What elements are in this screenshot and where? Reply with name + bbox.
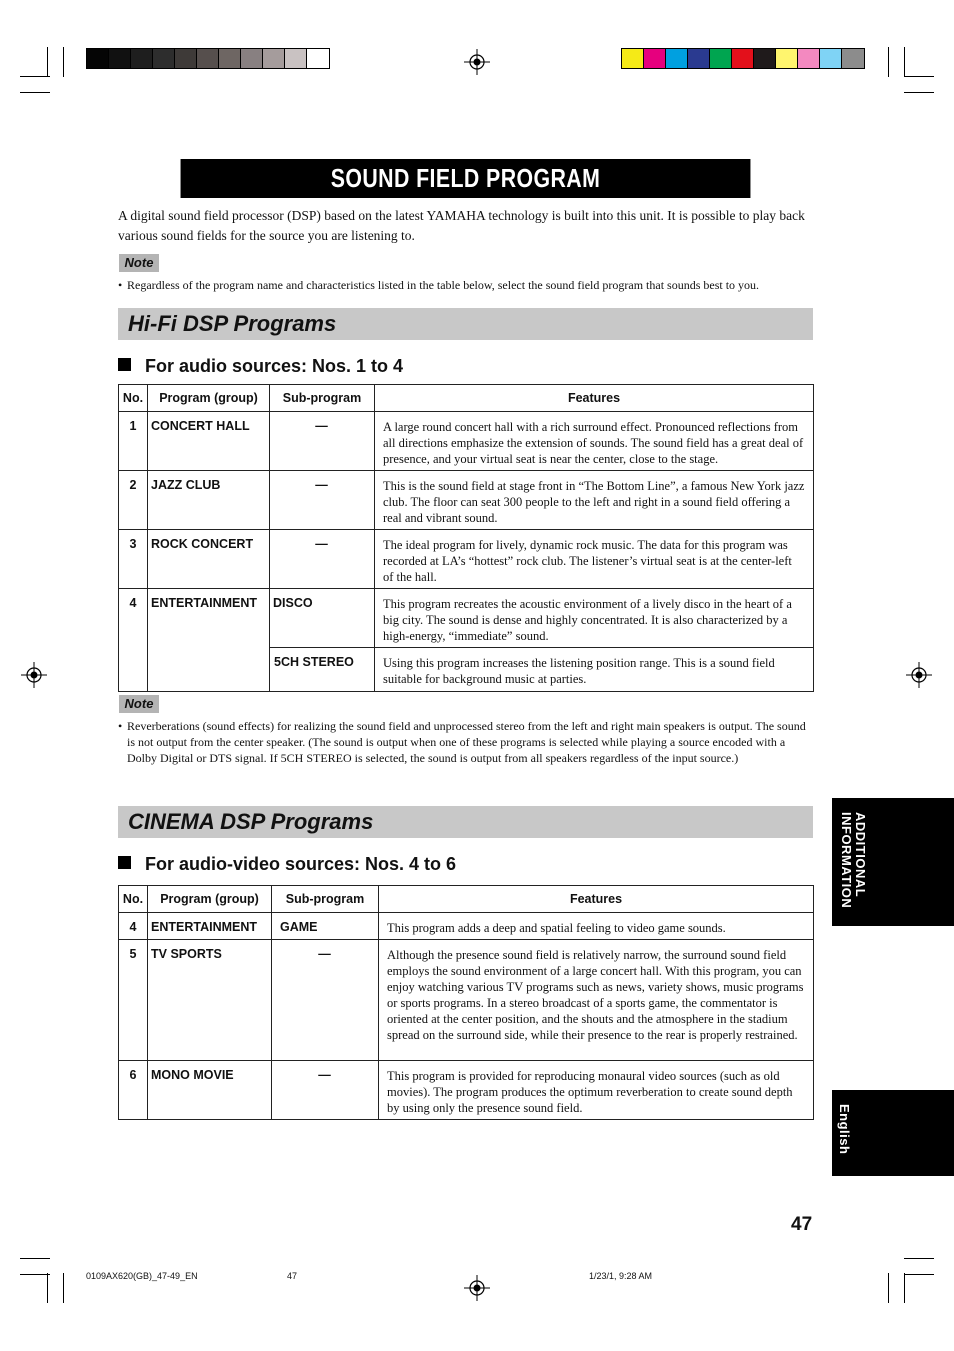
column-header: Features [379,886,814,913]
color-swatch [710,49,732,68]
side-tab-language [832,1090,954,1176]
program-number: 6 [119,1061,148,1120]
table-row [119,471,814,530]
sub-program: — [270,530,375,589]
gray-swatch [219,49,241,68]
program-group: JAZZ CLUB [148,471,270,530]
gray-swatch [197,49,219,68]
registration-mark-icon [464,49,490,75]
program-group: MONO MOVIE [148,1061,272,1120]
footer-timestamp: 1/23/1, 9:28 AM [589,1271,653,1281]
program-group: TV SPORTS [148,940,272,1061]
color-swatch [732,49,754,68]
program-group: ENTERTAINMENT [148,913,272,940]
gray-swatch [87,49,109,68]
table-row [119,412,814,471]
color-calibration-strip [621,48,865,69]
sub-program: GAME [272,913,379,940]
program-number: 1 [119,412,148,471]
note-label: Note [119,254,159,272]
sub-program: DISCO [270,589,375,648]
page-number: 47 [791,1214,813,1235]
side-tab-language-label: English [837,1104,852,1155]
footer-file-name: 0109AX620(GB)_47-49_EN [86,1271,198,1281]
column-header: No. [119,886,148,913]
intro-paragraph: A digital sound field processor (DSP) based on the latest YAMAHA technology is built into this unit. It is possible to play back various sound fields for the source you are listening to. [118,208,805,243]
color-swatch [842,49,864,68]
program-features: This program adds a deep and spatial feeling to video game sounds. [379,913,814,940]
subheading-audio-sources [118,355,403,377]
subheading-audio-video-sources [118,853,456,875]
square-bullet-icon [118,358,131,371]
color-swatch [622,49,644,68]
note-body: Reverberations (sound effects) for realizing the sound field and unprocessed stereo from the left and right main speakers is output. The sound is not output from the center speaker. (The sound is output when one of these programs is selected while playing a source encoded with a Dolby Digital or DTS signal. If 5CH STEREO is selected, the sound is output from all speakers regardless of the input source.) [127,719,806,765]
cinema-program-table [118,885,814,1120]
column-header: Program (group) [148,886,272,913]
gray-swatch [307,49,329,68]
sub-program: — [272,940,379,1061]
table-row [119,940,814,1061]
side-tab-section [832,798,954,926]
subheading-text: For audio-video sources: Nos. 4 to 6 [145,854,457,874]
gray-swatch [175,49,197,68]
gray-swatch [241,49,263,68]
program-group: ENTERTAINMENT [148,589,270,692]
gray-swatch [153,49,175,68]
column-header: Sub-program [272,886,379,913]
note-text [118,277,813,293]
table-row [119,913,814,940]
color-swatch [666,49,688,68]
program-features: A large round concert hall with a rich surround effect. Pronounced reflections from all directions emphasize the extension of sounds. The sound field has a great deal of presence, and your virtual seat is near the center, close to the stage. [375,412,814,471]
program-group: CONCERT HALL [148,412,270,471]
color-swatch [776,49,798,68]
note-text [118,718,813,766]
program-features: Although the presence sound field is relatively narrow, the surround sound field employs the sound environment of a large concert hall. With this program, you can enjoy watching various TV programs such as news, variety shows, music programs or sports programs. In a stereo broadcast of a sports game, the commentator is oriented at the center position, and the shouts and the atmosphere in the stadium spread on the surround side, while their presence to the rear is properly restrained. [379,940,814,1061]
bullet: • [118,719,123,733]
table-row [119,589,814,648]
registration-mark-icon [21,662,47,688]
side-tab-section-label: ADDITIONAL INFORMATION [839,812,868,909]
note-label: Note [119,695,159,713]
color-swatch [798,49,820,68]
program-features: The ideal program for lively, dynamic rock music. The data for this program was recorded at LA’s “hottest” rock club. The listener’s virtual seat is at the center-left of the hall. [375,530,814,589]
column-header: Sub-program [270,385,375,412]
footer-sheet-number: 47 [287,1271,298,1281]
column-header: Program (group) [148,385,270,412]
table-header-row [119,385,814,412]
program-group: ROCK CONCERT [148,530,270,589]
program-features: This is the sound field at stage front in “The Bottom Line”, a famous New York jazz club. The floor can seat 300 people to the left and right in a sound field offering a real and vibrant sound. [375,471,814,530]
gray-swatch [285,49,307,68]
section-heading-hifi: Hi-Fi DSP Programs [118,308,813,340]
gray-swatch [131,49,153,68]
grayscale-calibration-strip [86,48,330,69]
table-row [119,1061,814,1120]
registration-mark-icon [906,662,932,688]
square-bullet-icon [118,856,131,869]
program-number: 2 [119,471,148,530]
page-title: SOUND FIELD PROGRAM [181,159,751,198]
table-row [119,530,814,589]
program-features: This program is provided for reproducing monaural video sources (such as old movies). The program produces the optimum reverberation to create sound depth by using only the presence sound field. [379,1061,814,1120]
note-body: Regardless of the program name and characteristics listed in the table below, select the sound field program that sounds best to you. [127,278,760,292]
sub-program: — [272,1061,379,1120]
gray-swatch [109,49,131,68]
color-swatch [754,49,776,68]
color-swatch [688,49,710,68]
program-number: 4 [119,589,148,692]
gray-swatch [263,49,285,68]
program-number: 3 [119,530,148,589]
column-header: Features [375,385,814,412]
section-heading-cinema: CINEMA DSP Programs [118,806,813,838]
registration-mark-icon [464,1275,490,1301]
bullet: • [118,278,123,292]
table-header-row [119,886,814,913]
sub-program: 5CH STEREO [270,648,375,692]
hifi-program-table [118,384,814,692]
program-number: 4 [119,913,148,940]
sub-program: — [270,412,375,471]
program-features: Using this program increases the listening position range. This is a sound field suitable for background music at parties. [375,648,814,692]
sub-program: — [270,471,375,530]
program-number: 5 [119,940,148,1061]
color-swatch [644,49,666,68]
color-swatch [820,49,842,68]
program-features: This program recreates the acoustic environment of a lively disco in the heart of a big city. The sound is dense and highly concentrated. It is also characterized by a high-energy, “immediate” sound. [375,589,814,648]
column-header: No. [119,385,148,412]
subheading-text: For audio sources: Nos. 1 to 4 [145,356,404,376]
